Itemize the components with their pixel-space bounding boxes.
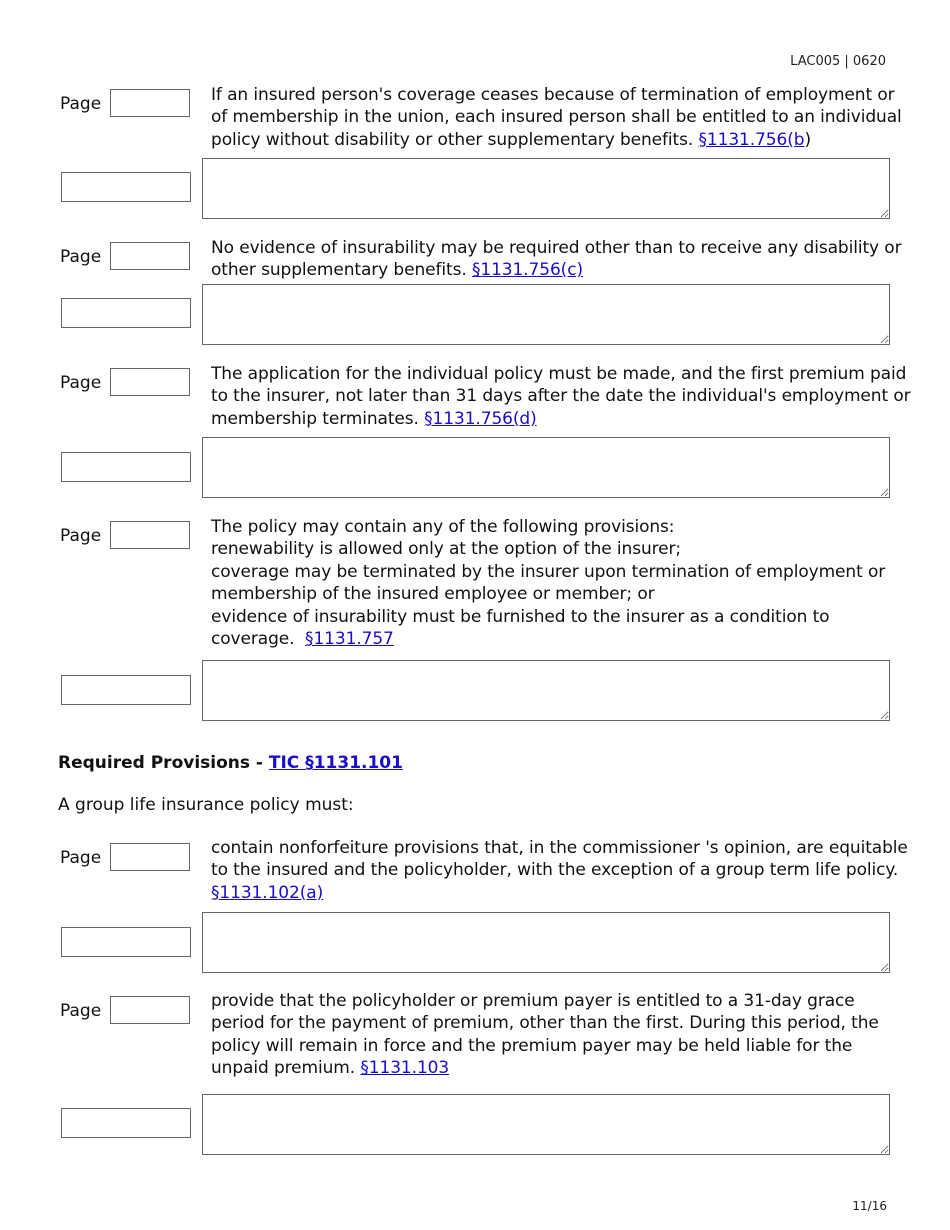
provision-line: contain nonforfeiture provisions that, in the commissioner 's opinion, are equitable [211,838,908,858]
provision-line: coverage. [211,629,306,650]
section-intro: A group life insurance policy must: [58,795,354,815]
page-number-input[interactable] [110,368,190,396]
page-number-input[interactable] [110,843,190,871]
provision-line: No evidence of insurability may be required other than to receive any disability or [211,238,902,258]
reference-input[interactable] [61,172,191,202]
section-heading-text: Required Provisions - [58,753,269,773]
provision-line: policy without disability or other supplementary benefits. [211,129,699,150]
provision-line: other supplementary benefits. [211,260,472,281]
reference-input[interactable] [61,452,191,482]
provision-line: The policy may contain any of the following provisions: [211,517,675,537]
provision-line: to the insurer, not later than 31 days after the date the individual's employment or [211,386,911,407]
section-heading [58,753,403,773]
provision-text [211,84,902,151]
provision-line: to the insured and the policyholder, with the exception of a group term life policy. [211,860,899,881]
page-number: 11/16 [852,1199,887,1213]
provision-line: unpaid premium. [211,1058,361,1079]
link-suffix: ) [804,129,811,150]
provision-line: period for the payment of premium, other than the first. During this period, the [211,1013,879,1034]
provision-line: membership terminates. [211,408,425,429]
page-label: Page [60,373,102,393]
comment-box[interactable] [202,284,890,345]
page-number-input[interactable] [110,521,190,549]
reference-input[interactable] [61,675,191,705]
provision-line: If an insured person's coverage ceases because of termination of employment or [211,85,895,105]
statute-link[interactable]: §1131.757 [305,629,394,650]
provision-text [211,237,902,282]
reference-input[interactable] [61,298,191,328]
provision-text [211,363,911,430]
page-label: Page [60,526,102,546]
statute-link[interactable]: §1131.756(c) [471,260,583,281]
comment-box[interactable] [202,1094,890,1155]
provision-text [211,516,893,650]
provision-line: coverage may be terminated by the insurer upon termination of employment or [211,561,886,582]
page-label: Page [60,1001,102,1021]
statute-link[interactable]: §1131.756(d) [424,408,537,429]
page-label: Page [60,94,102,114]
provision-line: The application for the individual policy must be made, and the first premium paid [211,364,907,384]
provision-line: of membership in the union, each insured person shall be entitled to an individual [211,107,902,128]
comment-box[interactable] [202,912,890,973]
page-number-input[interactable] [110,242,190,270]
statute-link[interactable]: §1131.102(a) [211,882,324,903]
provision-line: evidence of insurability must be furnished to the insurer as a condition to [211,606,830,627]
comment-box[interactable] [202,158,890,219]
form-code: LAC005 | 0620 [790,54,886,69]
provision-line: provide that the policyholder or premium payer is entitled to a 31-day grace [211,991,855,1011]
statute-link[interactable]: §1131.103 [360,1058,450,1079]
comment-box[interactable] [202,437,890,498]
provision-line: policy will remain in force and the premium payer may be held liable for the [211,1035,853,1056]
provision-text [211,837,908,904]
tic-statute-link[interactable]: TIC §1131.101 [268,753,403,773]
page-label: Page [60,848,102,868]
provision-text [211,990,893,1080]
provision-line: membership of the insured employee or member; or [211,584,655,605]
page-number-input[interactable] [110,996,190,1024]
reference-input[interactable] [61,1108,191,1138]
page-number-input[interactable] [110,89,190,117]
reference-input[interactable] [61,927,191,957]
comment-box[interactable] [202,660,890,721]
statute-link[interactable]: §1131.756(b [698,129,805,150]
provision-line: renewability is allowed only at the option of the insurer; [211,539,682,560]
page-label: Page [60,247,102,267]
